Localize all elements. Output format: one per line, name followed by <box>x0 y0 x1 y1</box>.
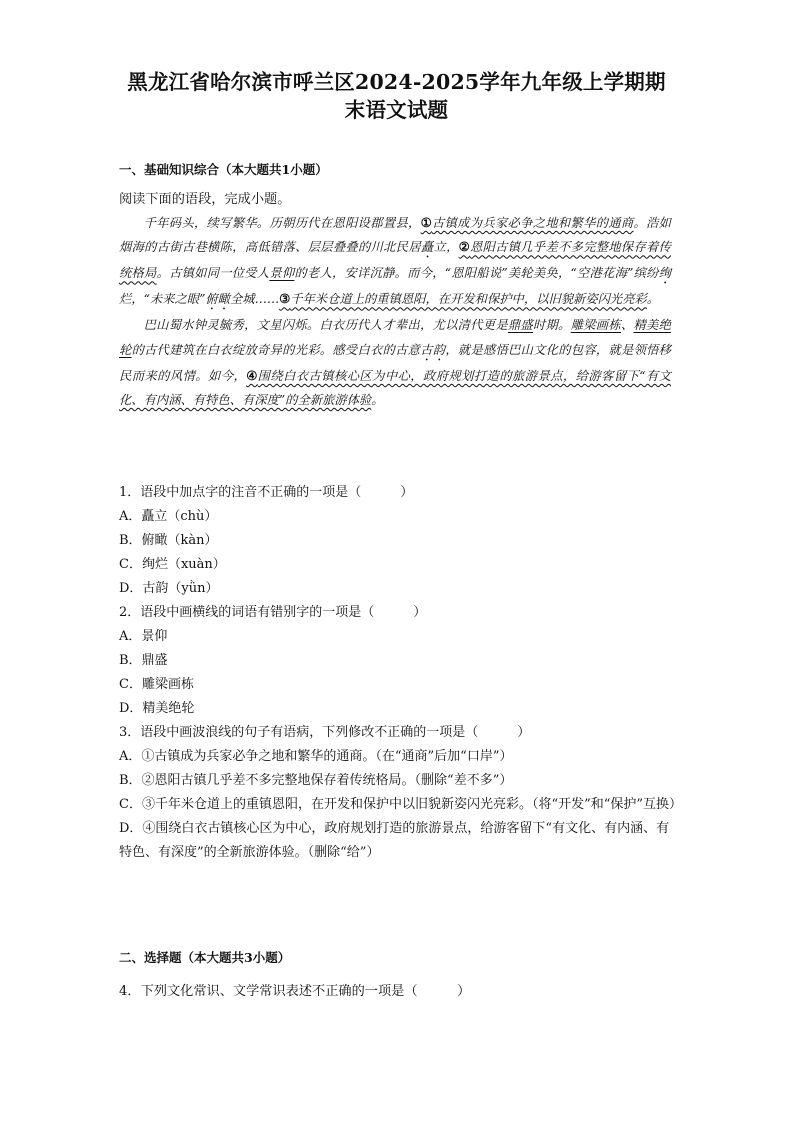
reading-instruction: 阅读下面的语段，完成小题。 <box>119 192 291 207</box>
reading-passage <box>119 211 671 413</box>
question-1-stem: 1．语段中加点字的注音不正确的一项是（ ） <box>119 485 414 500</box>
dotted-word-guyun: 古韵 <box>420 342 446 357</box>
wavy-sentence-2: 恩阳古镇几乎差不多完整地保存着传统格局 <box>119 240 671 281</box>
title-line-2: 末语文试题 <box>344 98 449 122</box>
question-3-option-d: D．④围绕白衣古镇核心区为中心，政府规划打造的旅游景点，给游客留下“有文化、有内涵、有特色、有深度”的全新旅游体验。（删除“给”） <box>119 821 670 860</box>
question-3-stem: 3．语段中画波浪线的句子有语病，下列修改不正确的一项是（ ） <box>119 725 531 740</box>
section-1-heading: 一、基础知识综合（本大题共1小题） <box>119 162 328 177</box>
question-2-option-c: C．雕梁画栋 <box>119 677 194 692</box>
sentence-marker-1: ① <box>420 215 432 230</box>
wavy-sentence-3: 千年米仓道上的重镇恩阳，在开发和保护中，以旧貌新姿闪光亮彩 <box>290 292 647 307</box>
dotted-char-chu: 矗 <box>420 240 434 255</box>
question-3-option-c: C．③千年米仓道上的重镇恩阳，在开发和保护中以旧貌新姿闪光亮彩。（将“开发”和“保护”互换） <box>119 797 683 812</box>
sentence-marker-2: ② <box>458 239 470 255</box>
underlined-word-diaoliang: 雕梁画栋 <box>570 318 621 333</box>
wavy-sentence-1: 古镇成为兵家必争之地和繁华的通商 <box>431 216 634 230</box>
question-1-option-a: A．矗立（chù） <box>119 509 218 524</box>
document-title <box>110 68 683 124</box>
question-1-option-d: D．古韵（yǜn） <box>119 581 219 596</box>
wavy-sentence-4: 围绕白衣古镇核心区为中心，政府规划打造的旅游景点，给游客留下“有文化、有内涵、有特色、有深度”的全新旅游体验 <box>119 368 671 408</box>
question-1-option-c: C．绚烂（xuàn） <box>119 557 226 572</box>
section-2-heading: 二、选择题（本大题共3小题） <box>119 950 291 965</box>
question-1-option-b: B．俯瞰（kàn） <box>119 533 218 548</box>
question-2-option-a: A．景仰 <box>119 629 168 644</box>
question-3-option-b: B．②恩阳古镇几乎差不多完整地保存着传统格局。（删除“差不多”） <box>119 773 513 788</box>
question-2-stem: 2．语段中画横线的词语有错别字的一项是（ ） <box>119 605 427 620</box>
question-2-option-b: B．鼎盛 <box>119 653 168 668</box>
passage-paragraph-1: 千年码头，续写繁华。历朝历代在恩阳设郡置县，①古镇成为兵家必争之地和繁华的通商。浩如烟海的古街古巷横陈，高低错落、层层叠叠的川北民居矗立，②恩阳古镇几乎差不多完整地保存着传统格局。古镇如同一位受人景仰的老人，安详沉静。而今，“恩阳船说”美轮美奂，“空港花海”缤纷绚烂，“未来之眼”俯瞰全城……③千年米仓道上的重镇恩阳，在开发和保护中，以旧貌新姿闪光亮彩。 <box>119 215 671 307</box>
underlined-word-dingsheng: 鼎盛 <box>507 318 533 333</box>
sentence-marker-4: ④ <box>246 367 258 383</box>
title-line-1: 黑龙江省哈尔滨市呼兰区2024-2025学年九年级上学期期 <box>127 70 666 94</box>
question-3-option-a: A．①古镇成为兵家必争之地和繁华的通商。（在“通商”后加“口岸”） <box>119 749 513 764</box>
question-1 <box>119 481 683 865</box>
underlined-word-jingmei: 精美绝轮 <box>119 318 671 357</box>
dotted-char-xuan: 绚 <box>658 266 671 281</box>
question-4-stem: 4．下列文化常识、文学常识表述不正确的一项是（ ） <box>119 984 471 999</box>
passage-paragraph-2: 巴山蜀水钟灵毓秀，文星闪烁。白衣历代人才辈出，尤以清代更是鼎盛时期。雕梁画栋、精美绝轮的古代建筑在白衣绽放奇异的光彩。感受白衣的古意古韵，就是感悟巴山文化的包容，就是领悟移民而来的风情。如今，④围绕白衣古镇核心区为中心，政府规划打造的旅游景点，给游客留下“有文化、有内涵、有特色、有深度”的全新旅游体验。 <box>119 318 671 408</box>
sentence-marker-3: ③ <box>279 291 291 307</box>
dotted-word-fukan: 俯瞰 <box>205 292 230 307</box>
underlined-word-jingyang: 景仰 <box>269 266 295 281</box>
question-2-option-d: D．精美绝轮 <box>119 701 195 716</box>
